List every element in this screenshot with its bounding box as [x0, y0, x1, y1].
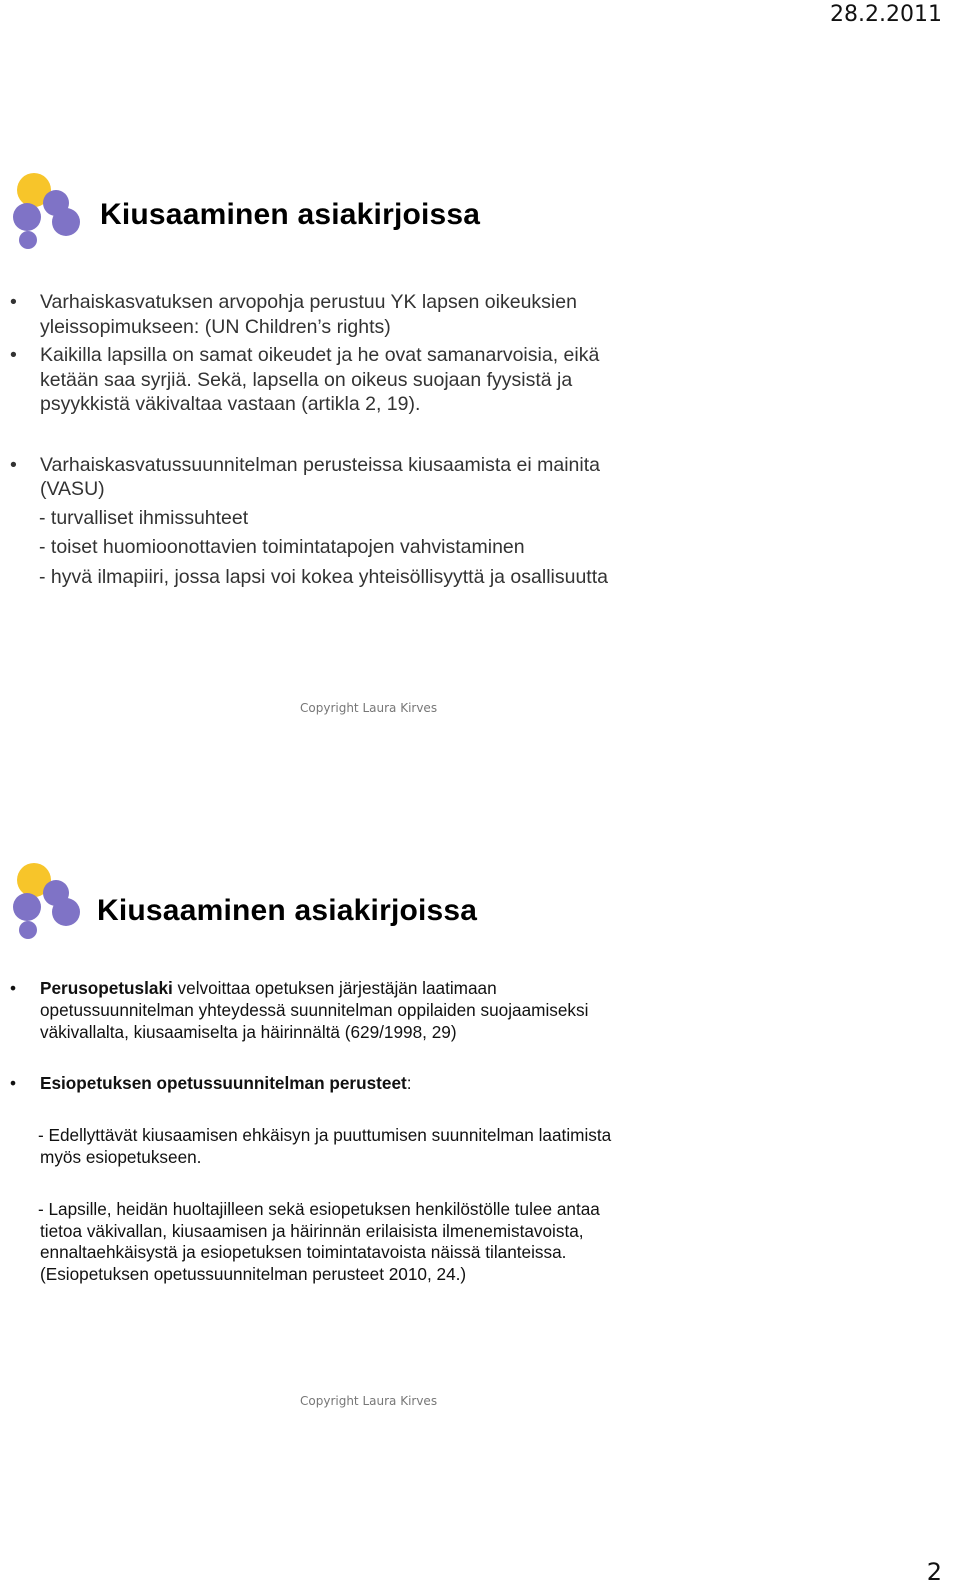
bullet-icon: •: [10, 453, 17, 476]
dash-item: - turvalliset ihmissuhteet: [39, 506, 249, 529]
text-line: Kaikilla lapsilla on samat oikeudet ja he ovat samanarvoisia, eikä: [40, 344, 600, 366]
slide2-bullet-1: [0, 978, 940, 1043]
bullet-icon: •: [10, 1073, 17, 1094]
dash-item: - hyvä ilmapiiri, jossa lapsi voi kokea yhteisöllisyyttä ja osallisuutta: [39, 565, 608, 588]
text-line: [40, 1073, 940, 1095]
text-line: ketään saa syrjiä. Sekä, lapsella on oikeus suojaan fyysistä ja: [40, 368, 573, 391]
text-line: (VASU): [40, 478, 105, 500]
emphasis-perusopetuslaki: Perusopetuslaki: [40, 978, 173, 998]
bullet-icon: •: [10, 291, 17, 313]
text-line: (Esiopetuksen opetussuunnitelman perusteet 2010, 24.): [40, 1264, 467, 1285]
slide2-logo-icon: [6, 860, 86, 940]
emphasis-esiopetus: Esiopetuksen opetussuunnitelman perusteet: [40, 1073, 407, 1094]
text-line: ennaltaehkäisystä ja esiopetuksen toimintatavoista näissä tilanteissa.: [40, 1242, 567, 1263]
text-line: Varhaiskasvatuksen arvopohja perustuu YK lapsen oikeuksien: [40, 291, 577, 313]
page-number: 2: [926, 1558, 942, 1586]
slide1-bullet-3: [0, 453, 940, 502]
text-line: tietoa väkivallan, kiusaamisen ja häirinnän erilaisista ilmenemistavoista,: [40, 1220, 584, 1241]
slide1-logo-icon: [6, 170, 86, 250]
slide2-copyright: Copyright Laura Kirves: [300, 1394, 438, 1408]
slide1-bullet-2: [0, 343, 940, 417]
slide2-bullet-2: [0, 1073, 940, 1095]
text-line: Varhaiskasvatussuunnitelman perusteissa kiusaamista ei mainita: [40, 453, 600, 476]
slide2-body: [0, 978, 940, 1286]
text-span: velvoittaa opetuksen järjestäjän laatimaan: [172, 978, 497, 998]
slide2-paragraph-2: [0, 1199, 940, 1286]
slide1-body: [0, 290, 940, 589]
document-date: 28.2.2011: [830, 2, 942, 27]
text-line: opetussuunnitelman yhteydessä suunnitelman oppilaiden suojaamiseksi: [40, 999, 589, 1020]
slide1-title: Kiusaaminen asiakirjoissa: [100, 198, 481, 231]
slide1-dash-list: [0, 506, 940, 590]
text-line: myös esiopetukseen.: [40, 1146, 202, 1167]
dash-item: - toiset huomioonottavien toimintatapojen vahvistaminen: [39, 536, 525, 558]
text-line: [40, 978, 940, 1000]
slide1-copyright: Copyright Laura Kirves: [300, 701, 438, 715]
text-line: - Edellyttävät kiusaamisen ehkäisyn ja puuttumisen suunnitelman laatimista: [38, 1125, 612, 1146]
text-line: - Lapsille, heidän huoltajilleen sekä esiopetuksen henkilöstölle tulee antaa: [38, 1198, 600, 1219]
slide2-paragraph-1: [0, 1125, 940, 1169]
bullet-icon: •: [10, 344, 17, 366]
text-span: :: [406, 1073, 412, 1094]
bullet-icon: •: [10, 978, 17, 998]
slide2-title: Kiusaaminen asiakirjoissa: [97, 894, 478, 927]
slide1-bullet-1: [0, 290, 940, 339]
text-line: psyykkistä väkivaltaa vastaan (artikla 2, 19).: [40, 393, 421, 415]
text-line: väkivallalta, kiusaamiselta ja häirinnältä (629/1998, 29): [40, 1021, 457, 1042]
text-line: yleissopimukseen: (UN Children’s rights): [40, 315, 391, 338]
